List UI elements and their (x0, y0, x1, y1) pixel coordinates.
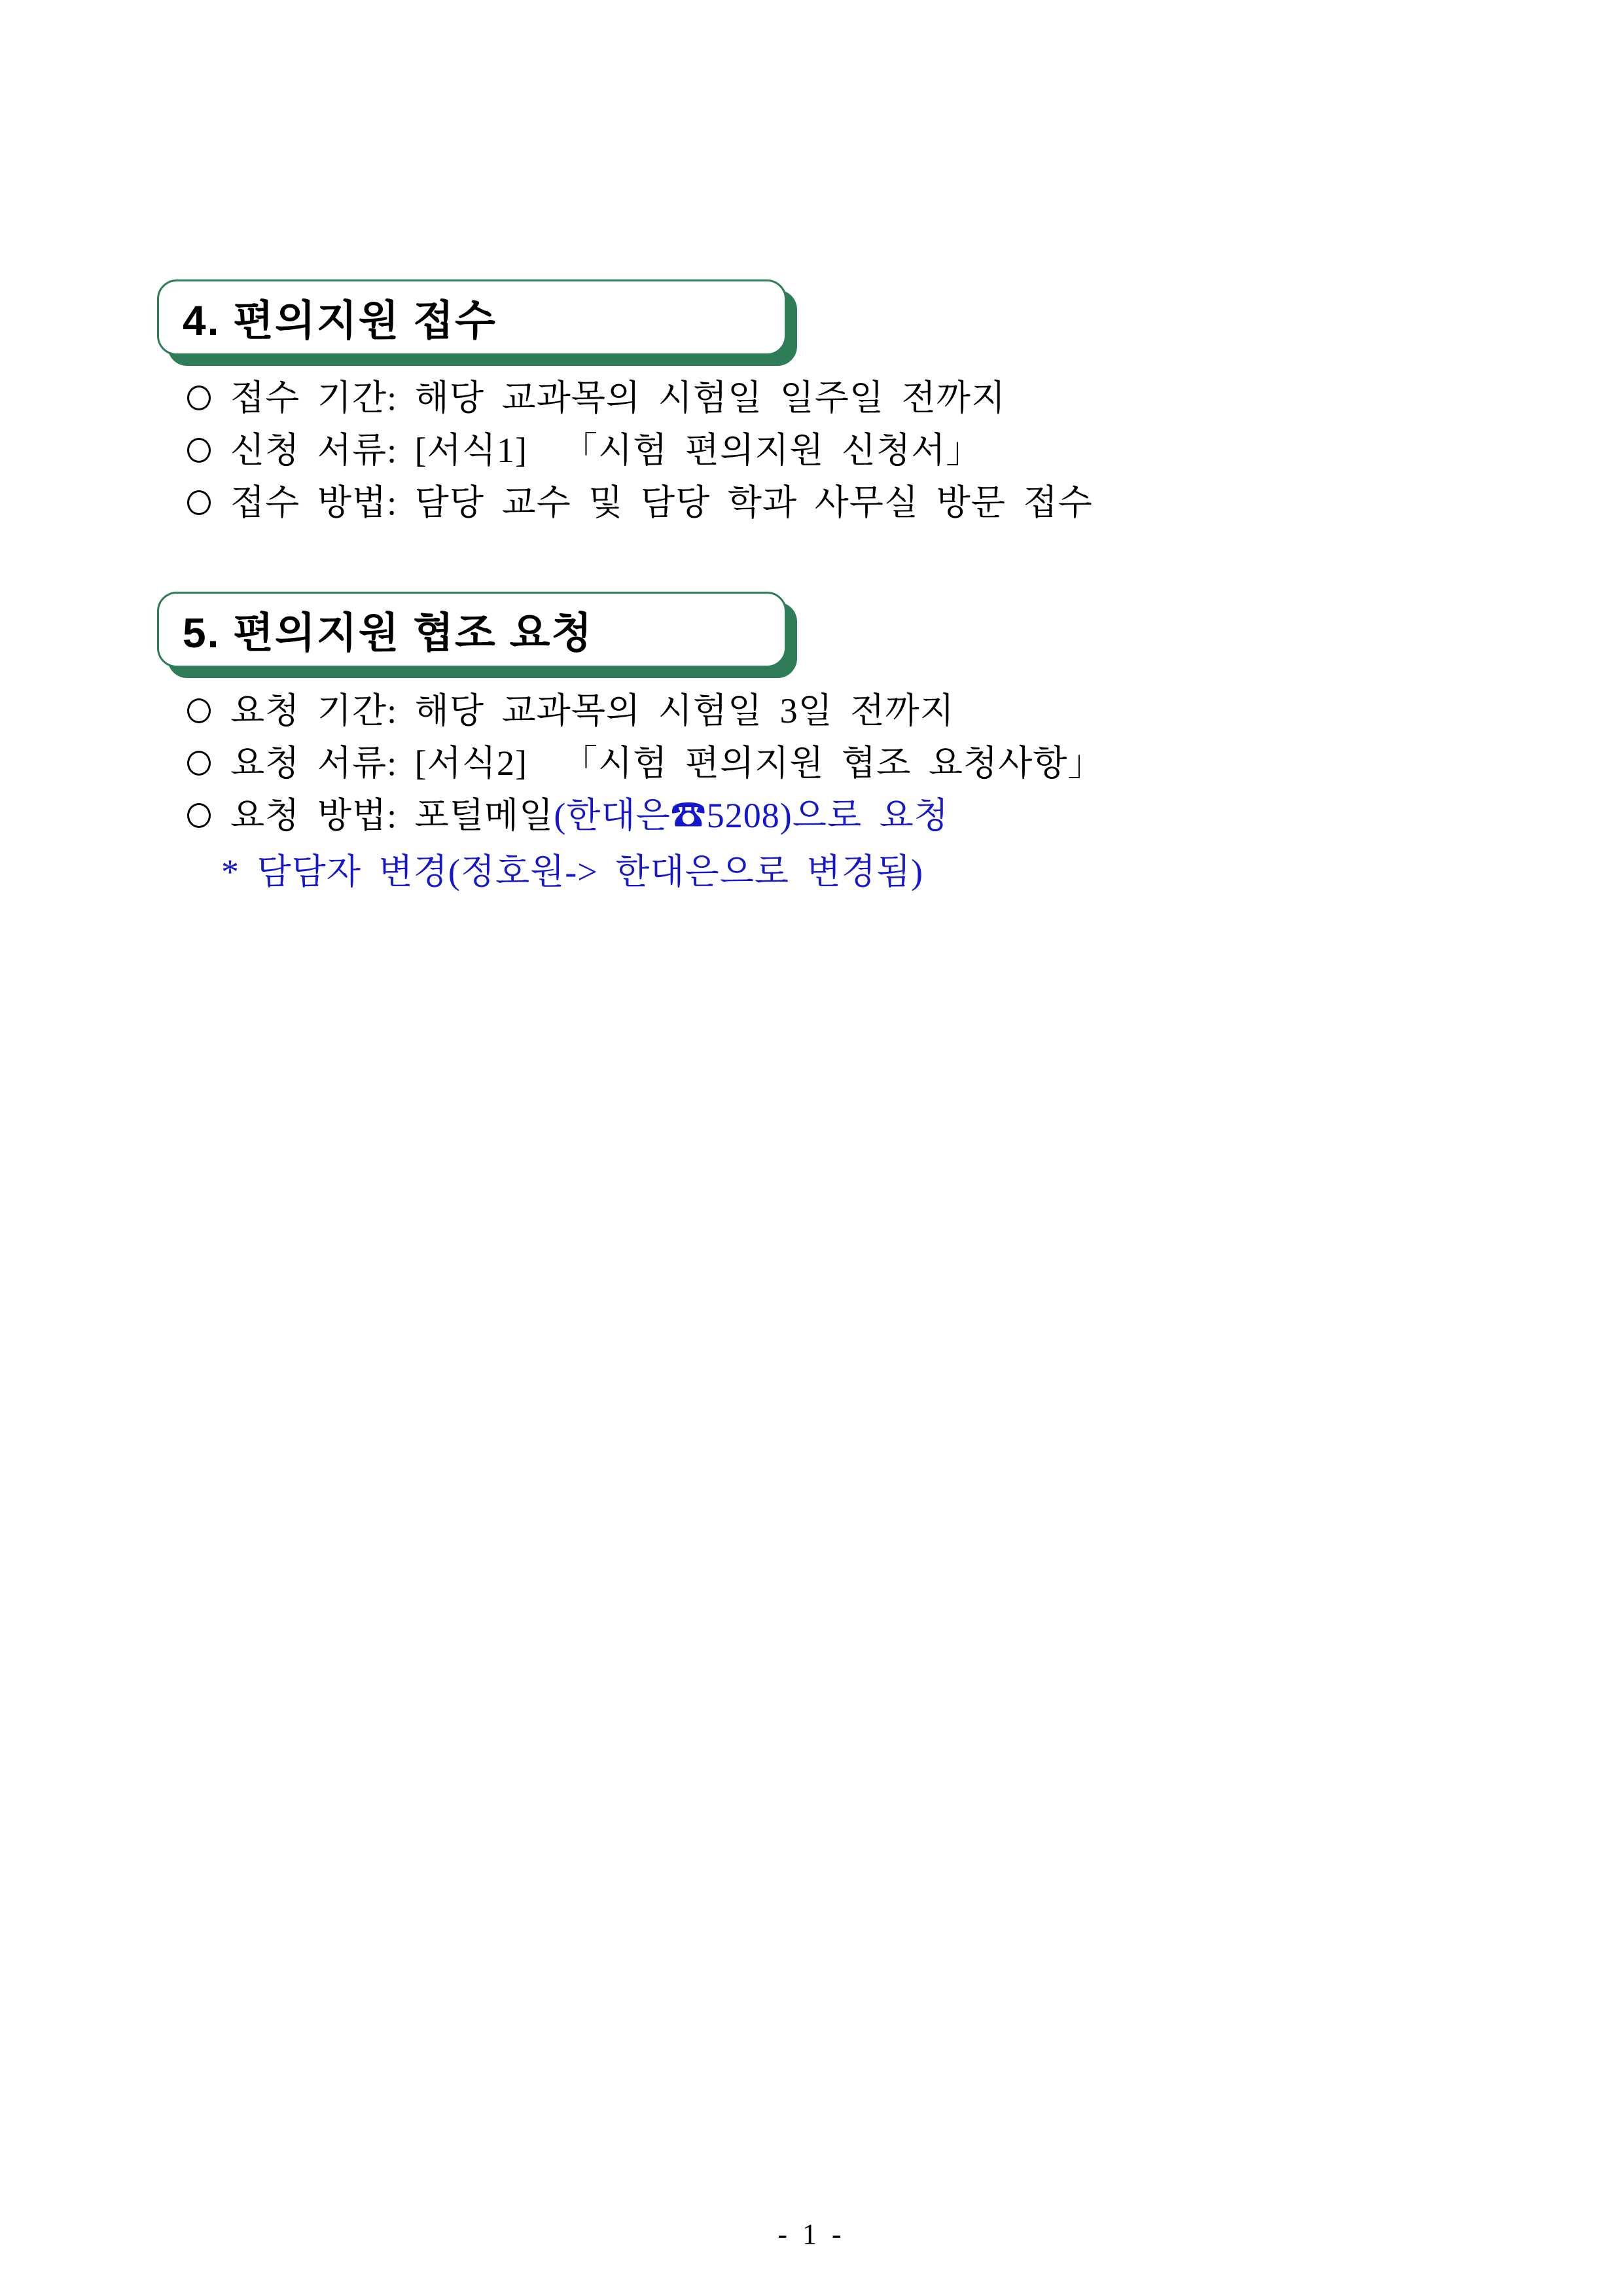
bullet-item (187, 789, 1103, 842)
bullet-text (230, 433, 982, 468)
bullet-text-black: 요청 서류: [서식2] 「시험 편의지원 협조 요청사항」 (230, 744, 1104, 783)
section-4-title: 4. 편의지원 접수 (183, 297, 497, 344)
section-4-header (157, 279, 787, 355)
bullet-text-black: 접수 방법: 담당 교수 및 담당 학과 사무실 방문 접수 (230, 483, 1093, 522)
page-number: - 1 - (777, 2218, 846, 2250)
bullet-text (230, 745, 1103, 781)
bullet-item (187, 476, 1093, 529)
section-4-bullet-list (187, 372, 1093, 529)
bullet-text (230, 693, 955, 728)
circle-bullet-icon (187, 698, 211, 723)
circle-bullet-icon (187, 490, 211, 515)
bullet-text-black: 신청 서류: [서식1] 「시험 편의지원 신청서」 (230, 431, 982, 470)
section-5-header (157, 592, 787, 668)
bullet-item (187, 372, 1093, 424)
bullet-text (230, 485, 1093, 520)
circle-bullet-icon (187, 751, 211, 776)
circle-bullet-icon (187, 386, 211, 410)
bullet-text (230, 380, 1006, 416)
bullet-text (230, 798, 949, 833)
section-5-title: 5. 편의지원 협조 요청 (183, 609, 594, 656)
bullet-text-black: 요청 방법: 포털메일 (230, 796, 554, 835)
bullet-text-blue: (한대은☎5208)으로 요청 (554, 796, 949, 835)
bullet-item (187, 685, 1103, 737)
bullet-text-black: 접수 기간: 해당 교과목의 시험일 일주일 전까지 (230, 378, 1007, 418)
section-5-bullet-list (187, 685, 1103, 898)
circle-bullet-icon (187, 803, 211, 828)
bullet-text-black: 요청 기간: 해당 교과목의 시험일 3일 전까지 (230, 691, 955, 730)
bullet-item (187, 424, 1093, 476)
bullet-item (187, 737, 1103, 789)
note-text: * 담담자 변경(정호원-> 한대은으로 변경됨) (221, 852, 924, 891)
manager-change-note (187, 846, 1103, 898)
circle-bullet-icon (187, 438, 211, 463)
